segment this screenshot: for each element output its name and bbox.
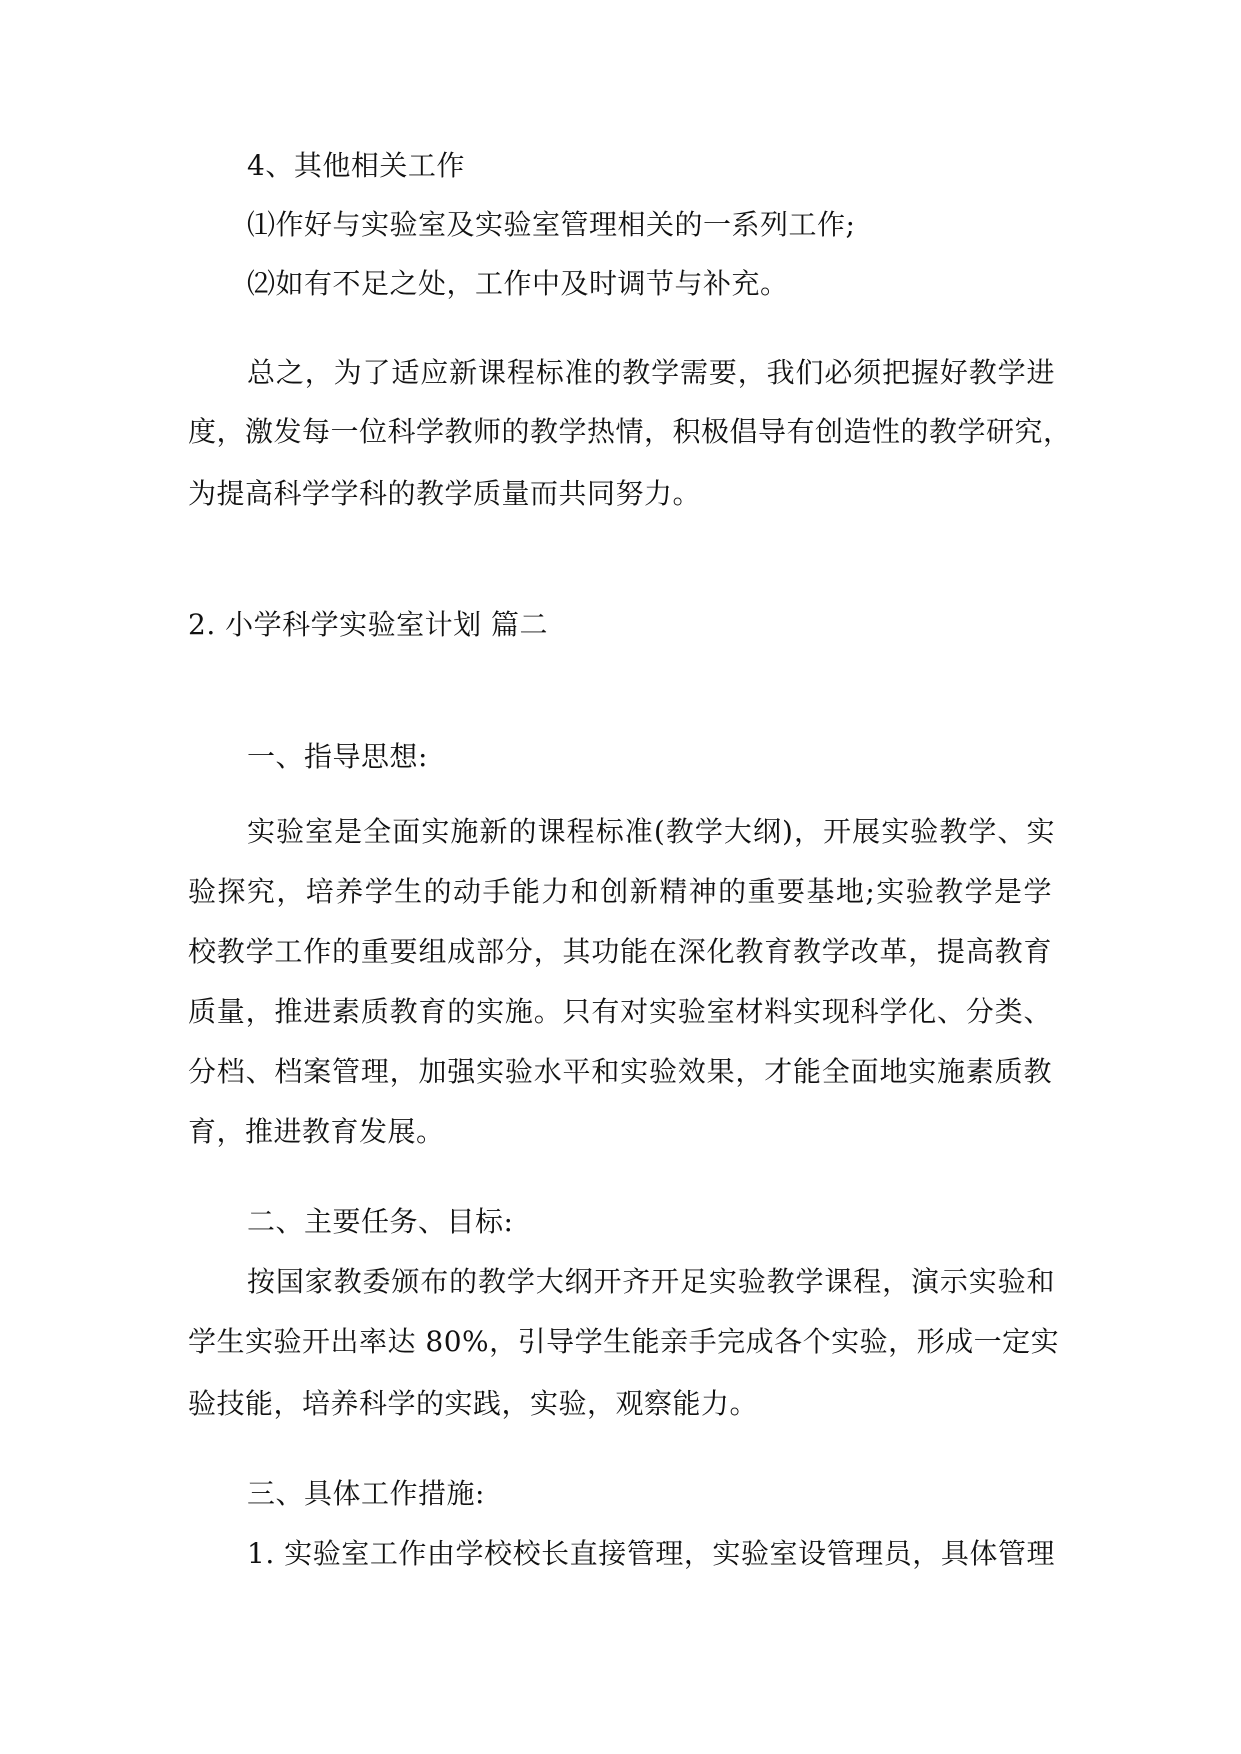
section-heading: 三、具体工作措施: (247, 1477, 485, 1510)
paragraph-line: 验技能，培养科学的实践，实验，观察能力。 (188, 1387, 759, 1420)
section-heading: 4、其他相关工作 (247, 149, 465, 182)
section-title: 2. 小学科学实验室计划 篇二 (188, 608, 549, 641)
paragraph-line: 实验室是全面实施新的课程标准(教学大纲)，开展实验教学、实 (247, 815, 1055, 848)
paragraph-line: 校教学工作的重要组成部分，其功能在深化教育教学改革，提高教育 (188, 935, 1052, 968)
paragraph-line: 1. 实验室工作由学校校长直接管理，实验室设管理员，具体管理 (247, 1537, 1055, 1570)
paragraph-line: 育，推进教育发展。 (188, 1115, 445, 1148)
section-heading: 一、指导思想: (247, 740, 428, 773)
list-item: ⑵如有不足之处，工作中及时调节与补充。 (247, 267, 789, 300)
paragraph-line: 为提高科学学科的教学质量而共同努力。 (188, 477, 702, 510)
paragraph-line: 总之，为了适应新课程标准的教学需要，我们必须把握好教学进 (247, 356, 1055, 389)
paragraph-line: 度，激发每一位科学教师的教学热情，积极倡导有创造性的教学研究， (188, 415, 1072, 448)
paragraph-line: 质量，推进素质教育的实施。只有对实验室材料实现科学化、分类、 (188, 995, 1052, 1028)
section-heading: 二、主要任务、目标: (247, 1205, 514, 1238)
paragraph-line: 验探究，培养学生的动手能力和创新精神的重要基地;实验教学是学 (188, 875, 1052, 908)
list-item: ⑴作好与实验室及实验室管理相关的一系列工作; (247, 208, 856, 241)
paragraph-line: 分档、档案管理，加强实验水平和实验效果，才能全面地实施素质教 (188, 1055, 1052, 1088)
paragraph-line: 按国家教委颁布的教学大纲开齐开足实验教学课程，演示实验和 (247, 1265, 1055, 1298)
paragraph-line: 学生实验开出率达 80%，引导学生能亲手完成各个实验，形成一定实 (188, 1325, 1060, 1358)
